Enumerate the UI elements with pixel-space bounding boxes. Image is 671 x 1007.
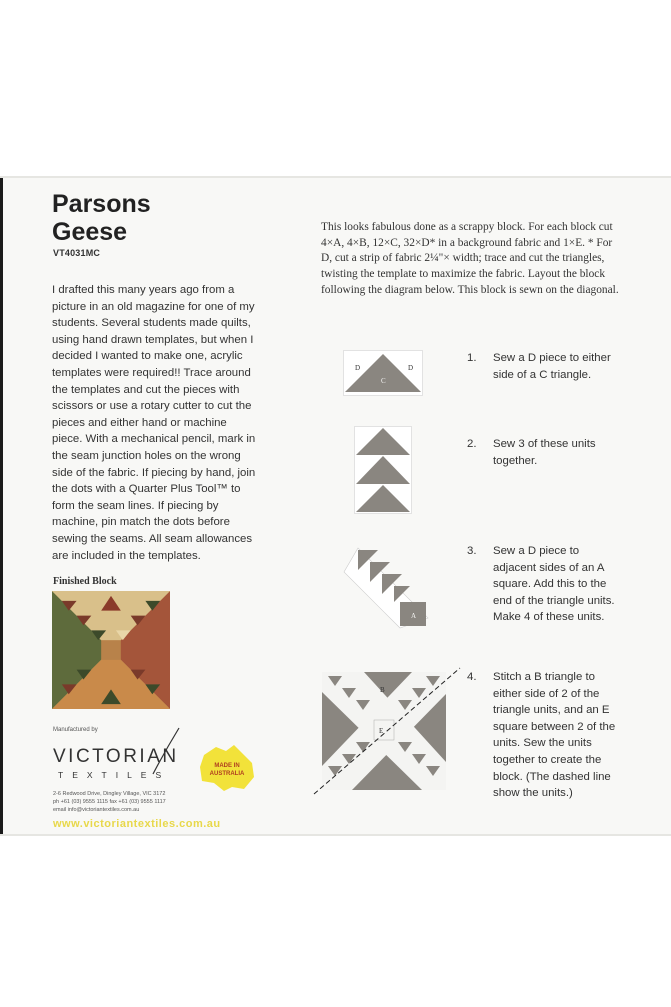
- label-d-right: D: [408, 364, 414, 372]
- address-line-2: ph +61 (03) 9555 1115 fax +61 (03) 9555 1117: [53, 799, 166, 805]
- step-text: Stitch a B triangle to either side of 2 of the triangle units, and an E square between 2 of the units. Sew the units together to create the block. (The dashed line show the units.): [493, 671, 616, 800]
- pattern-title: [52, 190, 151, 246]
- step-number: 4.: [467, 671, 477, 683]
- intro-text: [52, 282, 260, 564]
- step-3: [467, 543, 617, 626]
- label-a: A: [411, 612, 417, 620]
- instructions-intro: [321, 220, 621, 299]
- pattern-card: [0, 176, 671, 836]
- title-line-2: Geese: [52, 218, 128, 246]
- finished-block-image: [52, 591, 170, 709]
- step-number: 1.: [467, 352, 477, 364]
- logo-subtitle: TEXTILES: [58, 770, 171, 780]
- logo-swoosh-icon: [147, 726, 187, 776]
- label-c: C: [381, 377, 386, 385]
- step4-diagram: [312, 666, 462, 796]
- label-b: B: [380, 686, 385, 694]
- manufacturer-address: [53, 790, 213, 814]
- finished-block-label: Finished Block: [53, 576, 117, 587]
- step2-diagram: [354, 426, 412, 514]
- step-number: 3.: [467, 545, 477, 557]
- step1-diagram: [343, 350, 423, 396]
- step-text: Sew 3 of these units together.: [493, 438, 596, 467]
- badge-line-1: MADE IN: [214, 763, 240, 769]
- step-1: [467, 350, 617, 383]
- step-text: Sew a D piece to either side of a C triangle.: [493, 352, 611, 381]
- edge-strip: [0, 178, 3, 834]
- logo-wordmark: VICTORIAN: [53, 746, 179, 767]
- manufactured-by-label: Manufactured by: [53, 727, 98, 733]
- instructions-paragraph: This looks fabulous done as a scrappy block. For each block cut 4×A, 4×B, 12×C, 32×D* in a background fabric and 1×E. * For D, cut a strip of fabric 2¼"× width; trace and cut the triangles, twisting the template to maximize the fabric. Layout the block following the diagram below. This block is sewn on the diagonal.: [321, 221, 619, 296]
- address-line-3: email info@victoriantextiles.com.au: [53, 807, 140, 813]
- label-e: E: [379, 727, 384, 735]
- step-text: Sew a D piece to adjacent sides of an A square. Add this to the end of the triangle units. Make 4 of these units.: [493, 545, 615, 624]
- step-4: [467, 669, 617, 802]
- step3-diagram: [340, 544, 430, 630]
- made-in-australia-badge: [196, 743, 258, 793]
- badge-line-2: AUSTRALIA: [209, 771, 245, 777]
- pattern-code: VT4031MC: [53, 248, 101, 258]
- step-2: [467, 436, 617, 469]
- address-line-1: 2-6 Redwood Drive, Dingley Village, VIC 3172: [53, 791, 166, 797]
- label-d-left: D: [355, 364, 361, 372]
- step-number: 2.: [467, 438, 477, 450]
- website-link[interactable]: www.victoriantextiles.com.au: [53, 818, 221, 830]
- title-line-1: Parsons: [52, 190, 151, 218]
- intro-paragraph: I drafted this many years ago from a picture in an old magazine for one of my students. Several students made quilts, using hand drawn templates, but when I decided I wanted to make one, acrylic templates were required!! Trace around the templates and cut the pieces with scissors or use a rotary cutter to cut the pieces and either hand or machine piece. With a mechanical pencil, mark in the seam junction holes on the wrong side of the fabric. If piecing by hand, join the dots with a Quarter Plus Tool™ to form the seam lines. If piecing by machine, pin match the dots before sewing the seams. All seam allowances are included in the templates.: [52, 284, 256, 562]
